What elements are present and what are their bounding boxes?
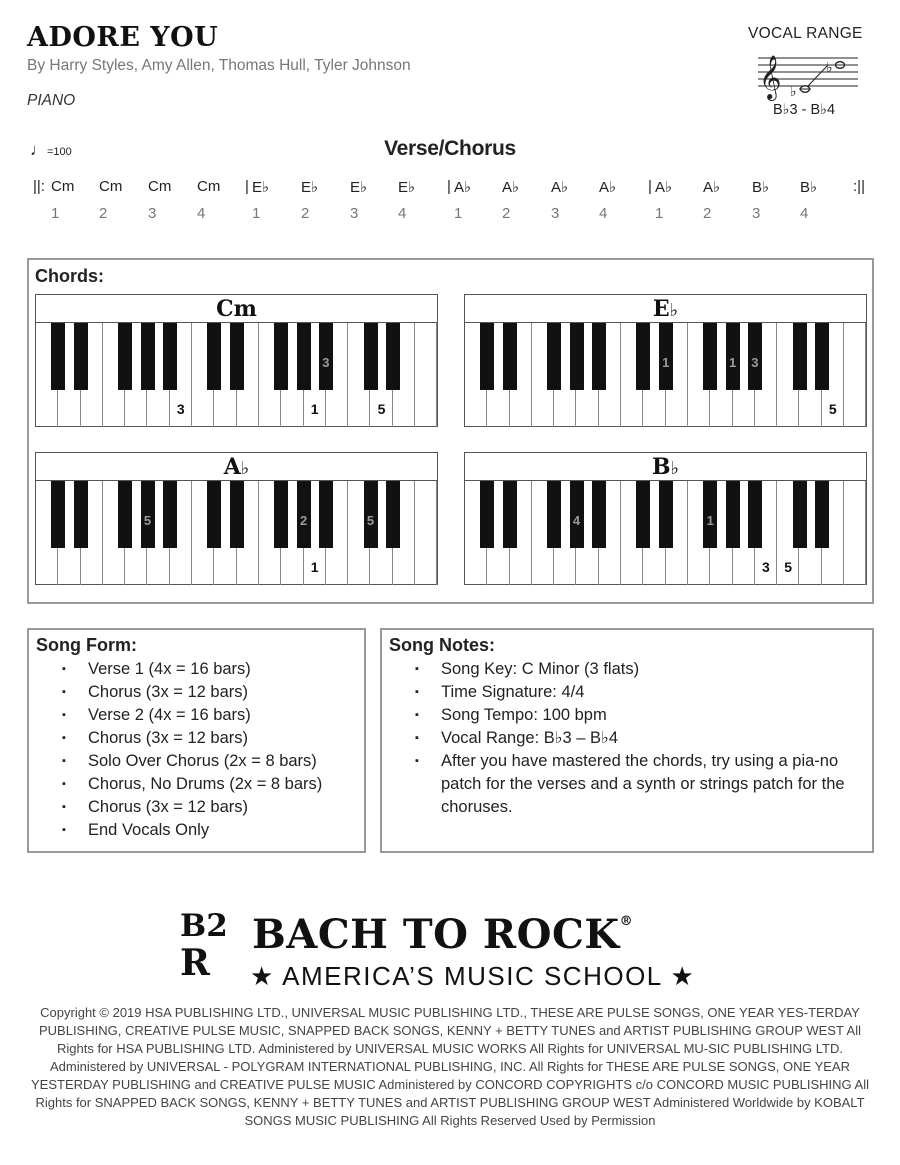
black-key	[503, 481, 517, 548]
chord-name	[465, 295, 866, 323]
chord-accidental: ♭	[240, 458, 250, 479]
chord-symbol: A♭	[454, 179, 472, 196]
copyright-notice: Copyright © 2019 HSA PUBLISHING LTD., UNIVERSAL MUSIC PUBLISHING LTD., THESE ARE PULSE SONGS, ONE YEAR YES-TERDAY PUBLISHING, CREATIVE PULSE MUSIC, SNAPPED BACK SONGS, KENNY + BETTY TUNES and ARTIST PUBLISHING GROUP WEST All Rights for HSA PUBLISHING LTD. Administered by UNIVERSAL MUSIC WORKS All Rights for UNIVERSAL MU-SIC PUBLISHING LTD. Administered by UNIVERSAL - POLYGRAM INTERNATIONAL PUBLISHING, INC. All Rights for THESE ARE PULSE SONGS, ONE YEAR YESTERDAY PUBLISHING and CREATIVE PULSE MUSIC Administered by CONCORD COPYRIGHTS c/o CONCORD MUSIC PUBLISHING All Rights for SNAPPED BACK SONGS, KENNY + BETTY TUNES and ARTIST PUBLISHING GROUP WEST Administered Worldwide by KOBALT SONGS MUSIC PUBLISHING All Rights Reserved Used by Permission	[31, 1005, 869, 1128]
logo-name	[252, 912, 633, 958]
vocal-range-label: VOCAL RANGE	[748, 25, 863, 42]
list-item: ▪ Time Signature: 4/4	[415, 681, 865, 704]
beat-number: 4	[599, 205, 608, 222]
black-key	[815, 323, 829, 390]
beat-number: 2	[502, 205, 511, 222]
black-key	[274, 323, 288, 390]
beat-number: 1	[51, 205, 60, 222]
barline: |	[648, 178, 652, 195]
chord-name	[36, 453, 437, 481]
chord-root: C	[216, 296, 234, 322]
white-key	[844, 323, 866, 427]
tempo-value: =100	[47, 146, 72, 158]
registered-mark: ®	[619, 914, 634, 929]
list-item: ▪ Chorus (3x = 12 bars)	[62, 796, 322, 819]
piano-keyboard	[36, 323, 437, 427]
black-key	[74, 481, 88, 548]
black-key	[636, 481, 650, 548]
piano-diagram	[35, 294, 438, 427]
finger-number: 3	[322, 355, 330, 370]
black-key	[207, 481, 221, 548]
beat-number: 3	[350, 205, 359, 222]
chords-title: Chords:	[35, 266, 104, 286]
song-authors: By Harry Styles, Amy Allen, Thomas Hull, Tyler Johnson	[27, 57, 411, 74]
logo-mark-b2: B2	[180, 908, 228, 944]
black-key	[141, 323, 155, 390]
black-key	[51, 323, 65, 390]
white-key	[415, 481, 437, 585]
black-key	[274, 481, 288, 548]
finger-number: 1	[310, 401, 319, 417]
black-key	[386, 323, 400, 390]
black-key	[386, 481, 400, 548]
beat-number: 3	[752, 205, 761, 222]
piano-diagram	[464, 294, 867, 427]
song-notes-title: Song Notes:	[389, 635, 495, 655]
beat-number: 1	[655, 205, 664, 222]
song-title: ADORE YOU	[27, 22, 219, 53]
section-heading: Verse/Chorus	[384, 137, 516, 160]
list-item: ▪ Chorus, No Drums (2x = 8 bars)	[62, 773, 322, 796]
black-key	[636, 323, 650, 390]
instrument-label: PIANO	[27, 92, 76, 109]
chord-symbol: A♭	[703, 179, 721, 196]
piano-keyboard	[465, 323, 866, 427]
black-key	[297, 323, 311, 390]
beat-number: 1	[454, 205, 463, 222]
chord-symbol: B♭	[752, 179, 770, 196]
black-key	[547, 481, 561, 548]
beat-number: 3	[551, 205, 560, 222]
finger-number: 3	[751, 355, 759, 370]
finger-number: 1	[706, 513, 714, 528]
song-form-panel	[27, 628, 366, 853]
barline: |	[245, 178, 249, 195]
list-item: ▪ Vocal Range: B♭3 – B♭4	[415, 727, 865, 750]
black-key	[118, 481, 132, 548]
chord-symbol: Cm	[197, 178, 221, 195]
beat-number: 4	[197, 205, 206, 222]
vocal-range-staff-icon	[758, 48, 858, 102]
barline: |	[447, 178, 451, 195]
black-key	[230, 323, 244, 390]
chord-symbol: A♭	[551, 179, 569, 196]
finger-number: 3	[761, 559, 770, 575]
white-key	[844, 481, 866, 585]
finger-number: 1	[728, 355, 737, 370]
black-key	[815, 481, 829, 548]
beat-number: 4	[800, 205, 809, 222]
piano-keyboard	[36, 481, 437, 585]
list-item: ▪ After you have mastered the chords, try using a pia-no patch for the verses and a synth or strings patch for the choruses.	[415, 750, 865, 819]
chord-symbol: A♭	[599, 179, 617, 196]
svg-text:𝄞: 𝄞	[759, 55, 782, 99]
piano-keyboard	[465, 481, 866, 585]
piano-diagram	[35, 452, 438, 585]
black-key	[163, 323, 177, 390]
chord-name	[465, 453, 866, 481]
chord-symbol: Cm	[51, 178, 75, 195]
bach-to-rock-logo	[180, 910, 720, 995]
black-key	[592, 323, 606, 390]
song-form-title: Song Form:	[36, 635, 137, 655]
black-key	[592, 481, 606, 548]
chords-panel	[27, 258, 874, 604]
chord-symbol: Cm	[148, 178, 172, 195]
black-key	[364, 323, 378, 390]
beat-number: 2	[99, 205, 108, 222]
song-form-list	[62, 658, 322, 842]
chord-symbol: B♭	[800, 179, 818, 196]
finger-number: 5	[143, 513, 152, 528]
chord-name	[36, 295, 437, 323]
black-key	[319, 481, 333, 548]
black-key	[659, 481, 673, 548]
list-item: ▪ Solo Over Chorus (2x = 8 bars)	[62, 750, 322, 773]
black-key	[480, 481, 494, 548]
logo-tagline: ★ AMERICA’S MUSIC SCHOOL ★	[250, 961, 696, 991]
logo-mark-r: R	[180, 942, 210, 984]
chord-root: B	[651, 454, 671, 480]
black-key	[793, 323, 807, 390]
chord-symbol: E♭	[301, 179, 319, 196]
beat-number: 4	[398, 205, 407, 222]
chord-symbol: A♭	[655, 179, 673, 196]
list-item: ▪ Chorus (3x = 12 bars)	[62, 681, 322, 704]
black-key	[793, 481, 807, 548]
chord-accidental: ♭	[669, 300, 679, 321]
repeat-end-sign: :||	[853, 178, 865, 195]
list-item: ▪ Verse 2 (4x = 16 bars)	[62, 704, 322, 727]
finger-number: 5	[366, 513, 375, 528]
chord-symbol: A♭	[502, 179, 520, 196]
song-notes-panel	[380, 628, 874, 853]
list-item: ▪ Song Key: C Minor (3 flats)	[415, 658, 865, 681]
chord-symbol: Cm	[99, 178, 123, 195]
quarter-note-icon: ♩	[30, 140, 47, 159]
black-key	[748, 481, 762, 548]
finger-number: 1	[662, 355, 670, 370]
finger-number: 5	[828, 401, 837, 417]
svg-text:♭: ♭	[826, 60, 833, 76]
black-key	[547, 323, 561, 390]
song-notes-list	[415, 658, 865, 819]
svg-text:♭: ♭	[790, 84, 797, 100]
piano-diagram	[464, 452, 867, 585]
black-key	[503, 323, 517, 390]
finger-number: 2	[299, 513, 308, 528]
finger-number: 5	[784, 559, 793, 575]
black-key	[703, 323, 717, 390]
chord-symbol: E♭	[350, 179, 368, 196]
finger-number: 4	[572, 513, 581, 528]
black-key	[480, 323, 494, 390]
black-key	[726, 481, 740, 548]
beat-number: 2	[703, 205, 712, 222]
list-item: ▪ End Vocals Only	[62, 819, 322, 842]
chord-symbol: E♭	[398, 179, 416, 196]
finger-number: 5	[377, 401, 386, 417]
black-key	[230, 481, 244, 548]
black-key	[74, 323, 88, 390]
vocal-range-notes: B♭3 - B♭4	[773, 102, 836, 118]
chord-accidental: ♭	[670, 458, 680, 479]
chord-root: E	[652, 296, 670, 322]
white-key	[415, 323, 437, 427]
chord-symbol: E♭	[252, 179, 270, 196]
list-item: ▪ Song Tempo: 100 bpm	[415, 704, 865, 727]
list-item: ▪ Chorus (3x = 12 bars)	[62, 727, 322, 750]
beat-number: 1	[252, 205, 261, 222]
chord-root: A	[223, 454, 241, 480]
black-key	[118, 323, 132, 390]
black-key	[207, 323, 221, 390]
black-key	[51, 481, 65, 548]
black-key	[570, 323, 584, 390]
list-item: ▪ Verse 1 (4x = 16 bars)	[62, 658, 322, 681]
beat-number: 3	[148, 205, 157, 222]
finger-number: 1	[310, 559, 319, 575]
logo-name-text: BACH TO ROCK	[252, 911, 620, 958]
black-key	[163, 481, 177, 548]
chord-quality: m	[233, 296, 257, 322]
beat-number: 2	[301, 205, 310, 222]
finger-number: 3	[176, 401, 185, 417]
repeat-start-sign: ||:	[33, 178, 45, 195]
